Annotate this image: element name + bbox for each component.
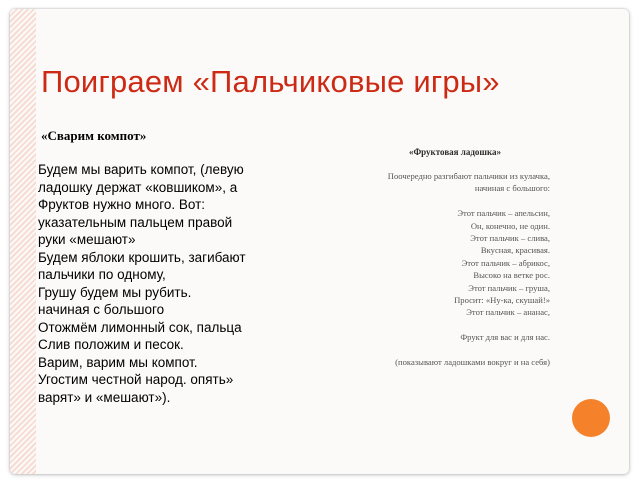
poem-line: Отожмём лимонный сок, пальца [38,319,242,335]
right-poem-title: «Фруктовая ладошка» [408,147,502,157]
poem-line: Будем мы варить компот, (левую [38,162,244,177]
decorative-stripe [10,9,36,474]
poem-line: Фруктов нужно много. Вот: [38,197,206,212]
right-poem-line: Этот пальчик – ананас, [466,307,550,318]
right-poem-line: Этот пальчик – апельсин, [457,208,550,219]
right-poem-line: (показывают ладошками вокруг и на себя) [395,356,550,367]
poem-text [38,161,308,406]
right-poem-line: начиная с большого: [474,183,550,194]
poem-line: варят» и «мешают»). [38,389,171,405]
poem-line: Грушу будем мы рубить. [38,284,192,300]
poem-line: начиная с большого [38,302,165,317]
poem-line: Слив положим и песок. [38,337,184,352]
poem-line: пальчики по одному, [38,267,166,282]
poem-line: Будем яблоки крошить, загибают [38,249,246,265]
right-poem-line: Этот пальчик – абрикос, [461,257,550,268]
poem-line: Варим, варим мы компот. [38,354,198,370]
right-poem-line: Просит: «Ну-ка, скушай!» [454,294,550,305]
poem-title: «Сварим компот» [41,128,147,143]
poem-line: руки «мешают» [38,232,136,247]
right-poem-spacer [310,195,550,207]
slide-title: Поиграем «Пальчиковые игры» [41,64,500,99]
slide [10,9,629,474]
right-poem-spacer [310,319,550,331]
decorative-circle [572,399,610,437]
right-poem-spacer [310,343,550,355]
right-poem-line: Поочередно разгибают пальчики из кулачка, [387,171,550,181]
right-poem-line: Вкусная, красивая. [480,245,550,256]
right-poem-text [310,170,550,368]
right-poem-line: Высоко на ветке рос. [473,270,550,281]
poem-line: Угостим честной народ. опять» [38,372,234,387]
poem-line: указательным пальцем правой [38,214,233,230]
right-poem-line: Он, конечно, не один. [470,220,550,231]
poem-line: ладошку держат «ковшиком», а [38,179,238,195]
right-poem-line: Фрукт для вас и для нас. [460,332,550,343]
right-poem-line: Этот пальчик – груша, [468,282,550,293]
right-poem-line: Этот пальчик – слива, [470,232,550,243]
